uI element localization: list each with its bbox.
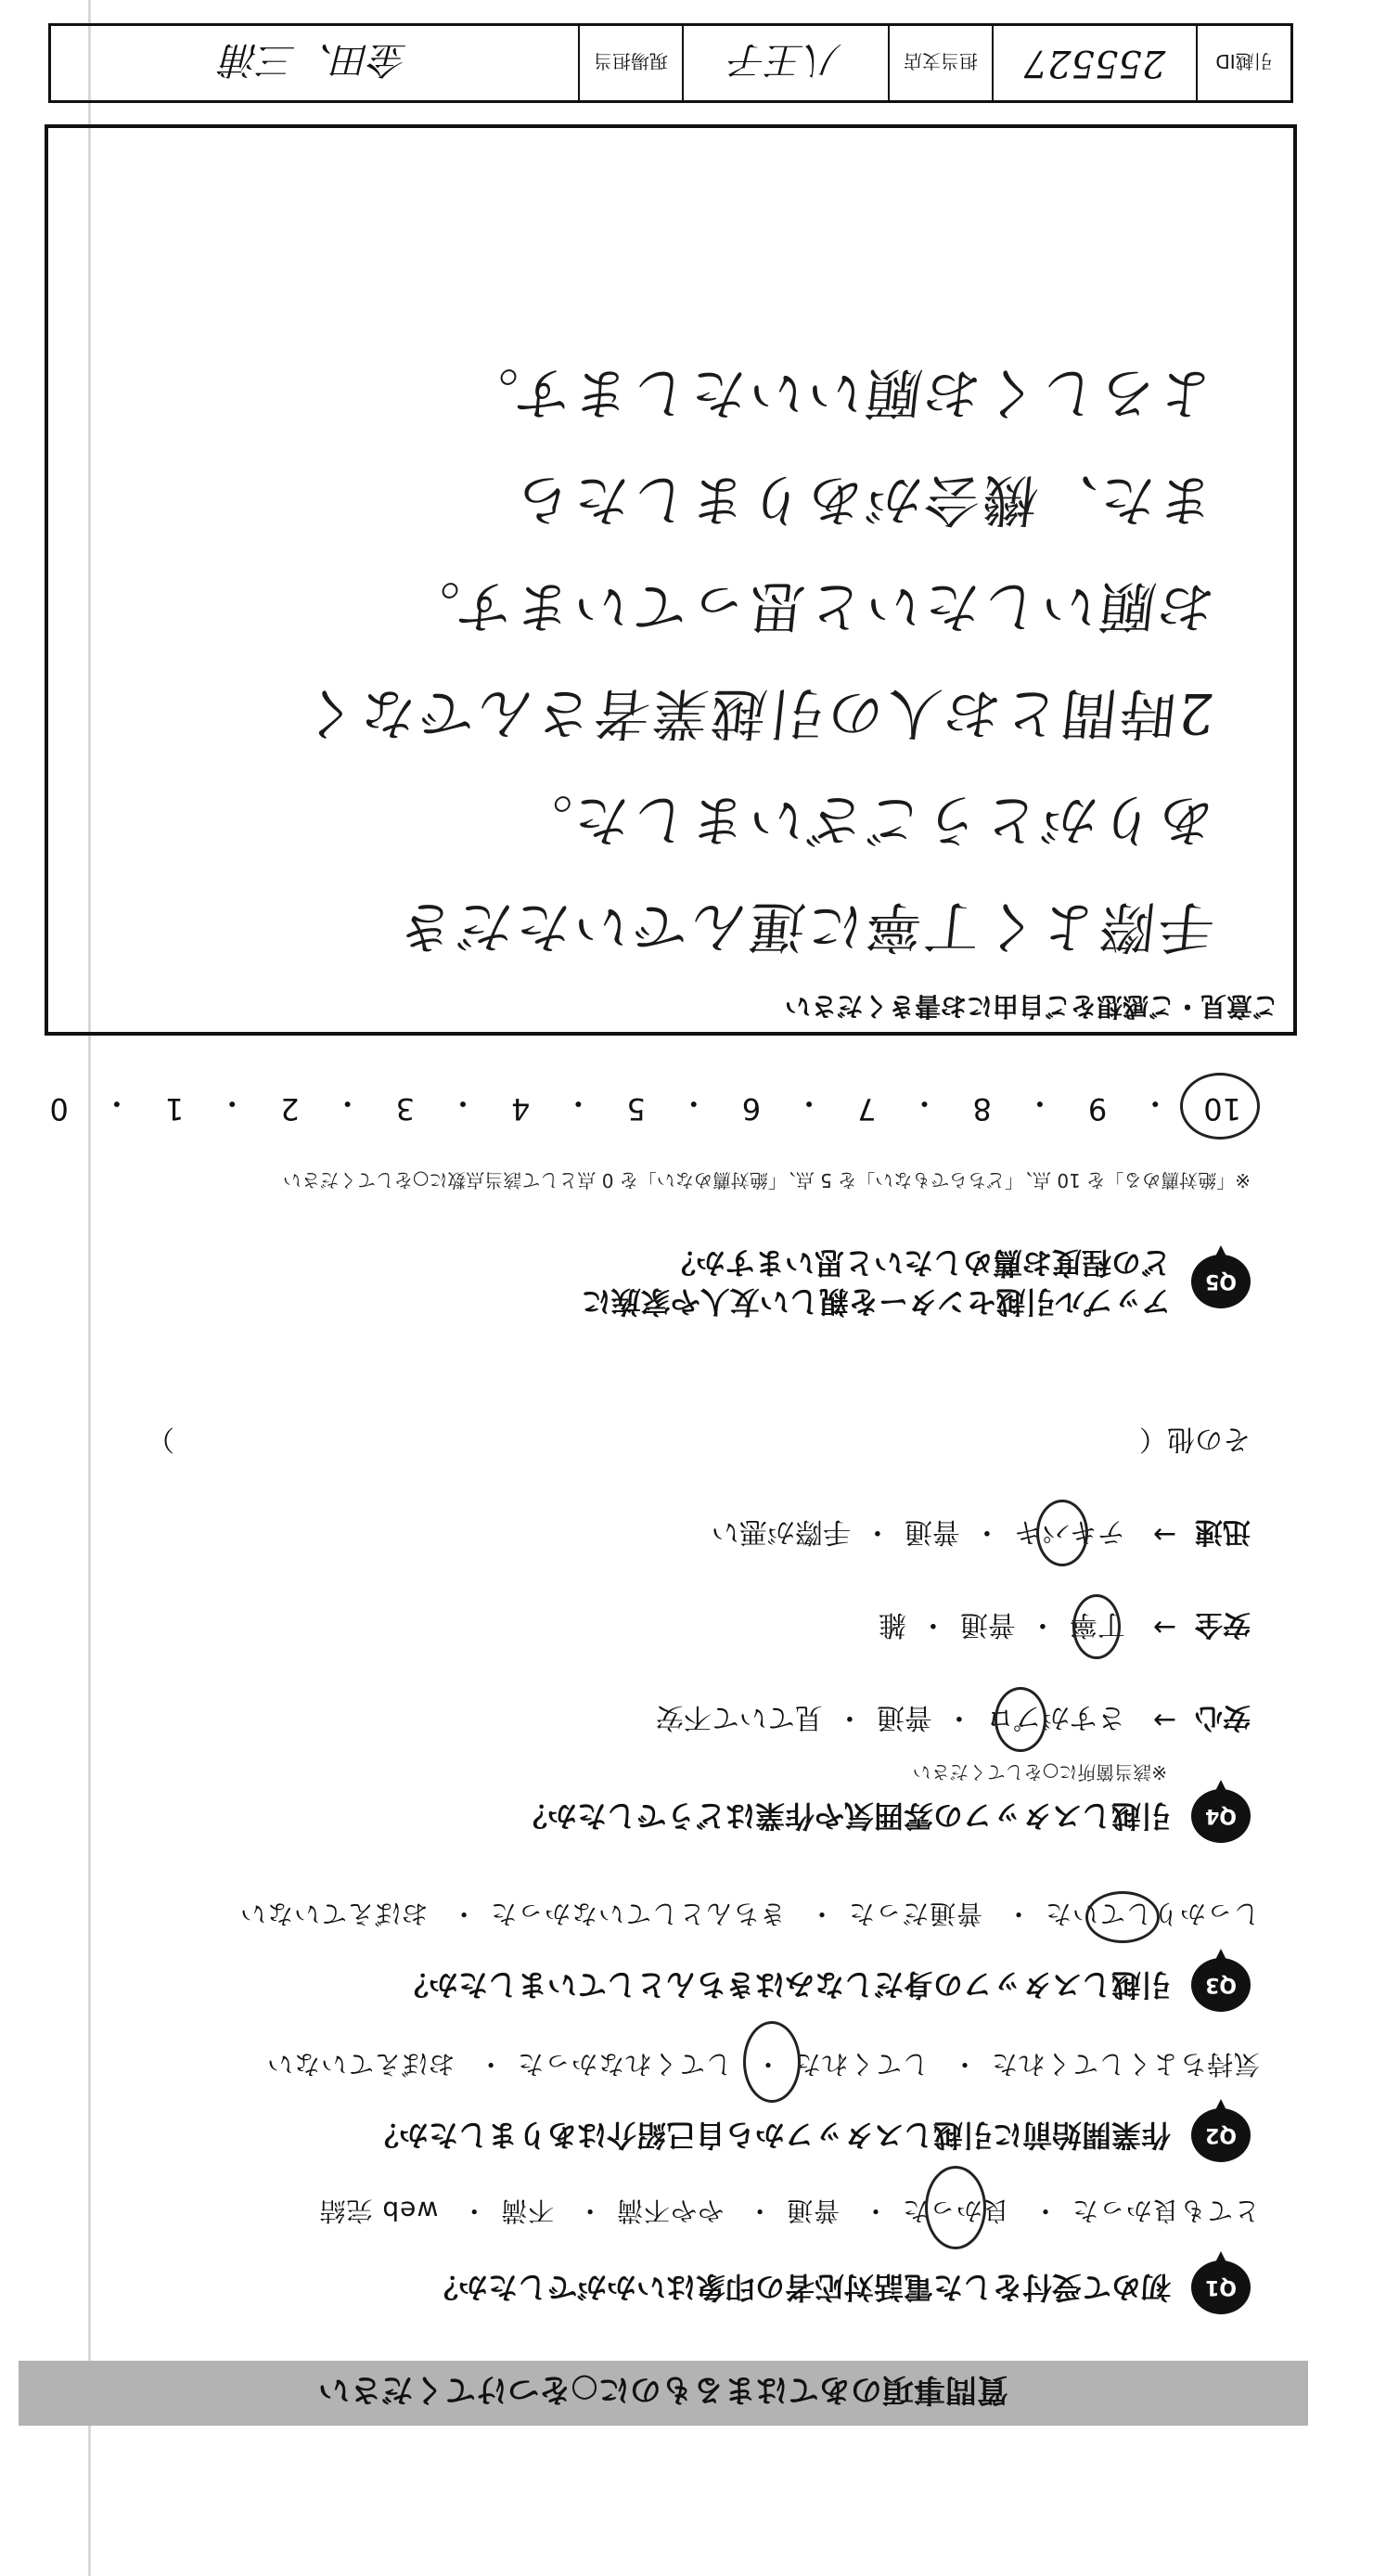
q3-badge: Q3 [1191,1958,1251,2012]
q4-row-anzen: 安全 → 丁寧 ・ 普通 ・ 雑 [879,1607,1251,1648]
q2-option-1[interactable]: 気持ちよくしてくれた [990,2049,1260,2080]
q1-selection-mark [925,2166,986,2249]
q4-row-1-option-2[interactable]: 普通 [876,1701,932,1733]
q5-text-line-2: どの程度お薦めしたいと思いますか？ [665,1245,1171,1281]
q2-option-2[interactable]: してくれた [794,2049,930,2080]
q5-score-5[interactable]: 5 [626,1091,646,1127]
q1-option-4[interactable]: やや不満 [616,2196,725,2226]
q5-text-line-1: アップル引越センターを親しい友人や家族に [581,1284,1171,1320]
q1-option-2[interactable]: 良かった [902,2196,1010,2226]
q3-option-4[interactable]: おぼえていない [239,1899,429,1929]
q2-option-4[interactable]: おぼえていない [266,2049,456,2080]
q5-score-6[interactable]: 6 [741,1091,762,1127]
q4-row-2-option-3[interactable]: 雑 [878,1608,906,1641]
q5-note: ※「絶対薦める」を 10 点、「どちらでもない」を 5 点、「絶対薦めない」を 0 点として該当点数に○をしてください [282,1169,1251,1191]
q5-score-3[interactable]: 3 [395,1091,416,1127]
q2-badge: Q2 [1191,2108,1251,2162]
q5-score-0[interactable]: 0 [49,1091,69,1127]
q4-row-1-selection-mark [995,1687,1046,1752]
q3-option-3[interactable]: きちんとしていなかった [490,1899,787,1929]
q5-score-4[interactable]: 4 [511,1091,531,1127]
q4-row-3-option-3[interactable]: 手際が悪い [711,1515,851,1548]
instructions-banner: 質問事項のあてはまるものに○をつけてください [19,2361,1308,2426]
q2-selection-mark [743,2021,801,2103]
arrow-icon: → [1152,1611,1176,1644]
question-2 [369,2108,1251,2162]
comments-title: ご意見・ご感想をご自由にお書きください [784,991,1278,1022]
question-5 [582,1243,1251,1321]
q2-option-3[interactable]: してくれなかった [517,2049,733,2080]
q5-scale: 10 ・ 9 ・ 8 ・ 7 ・ 6 ・ 5 ・ 4 ・ 3 ・ 2 ・ 1 ・ 0 [49,1086,1241,1127]
q5-score-8[interactable]: 8 [972,1091,992,1127]
q5-score-1[interactable]: 1 [164,1091,185,1127]
q4-row-jinsoku: 迅速 → テキパキ ・ 普通 ・ 手際が悪い [712,1514,1251,1555]
q4-row-3-selection-mark [1036,1500,1088,1566]
q3-option-2[interactable]: 普通だった [848,1899,983,1929]
q4-other-row [147,1422,1251,1462]
q4-row-3-option-1[interactable]: テキパキ [1013,1515,1125,1548]
q4-row-2-option-2[interactable]: 普通 [959,1608,1016,1641]
move-id-value: 255527 [992,26,1196,100]
q4-row-1-option-3[interactable]: 見ていて不安 [655,1701,823,1733]
comment-line-5: また、機会がありましたら [508,467,1218,532]
move-id-table [48,23,1293,103]
arrow-icon: → [1152,1704,1176,1737]
q5-score-2[interactable]: 2 [280,1091,300,1127]
question-3 [399,1958,1251,2012]
q4-row-anshin: 安心 → さすがプロ ・ 普通 ・ 見ていて不安 [656,1700,1251,1741]
q1-option-3[interactable]: 普通 [786,2196,841,2226]
q1-options: とても良かった・ 良かった・ 普通・ やや不満・ 不満・ web 完結 [319,2194,1261,2231]
q4-row-3-label: 迅速 [1195,1515,1251,1548]
arrow-icon: → [1152,1518,1176,1552]
q4-row-2-selection-mark [1072,1594,1121,1659]
comment-line-2: ありがとうございました。 [508,787,1218,852]
q3-text: 引越しスタッフの身だしなみはきちんとしていましたか？ [398,1967,1171,2003]
q1-badge: Q1 [1191,2260,1251,2314]
q4-badge: Q4 [1191,1789,1251,1843]
question-1 [429,2260,1251,2314]
comment-line-6: よろしくお願いいたします。 [455,360,1218,425]
q5-score-7[interactable]: 7 [857,1091,877,1127]
q3-options: しっかりしていた・ 普通だった・ きちんとしていなかった・ おぼえていない [239,1897,1260,1934]
q2-text: 作業開始前に引越しスタッフから自己紹介はありましたか？ [368,2118,1171,2153]
q4-row-1-option-1[interactable]: さすがプロ [985,1701,1125,1733]
branch-value: 八王子 [682,26,888,100]
q4-text: 引越しスタッフの雰囲気や作業はどうでしたか？ [517,1798,1171,1834]
q2-options: 気持ちよくしてくれた・ してくれた・ してくれなかった・ おぼえていない [266,2047,1260,2084]
q5-badge: Q5 [1191,1255,1251,1308]
q5-selection-mark [1180,1073,1260,1140]
site-leader-value: 金田、三浦 [222,38,407,82]
q4-other-label: その他（ [1139,1423,1251,1455]
q5-score-9[interactable]: 9 [1087,1091,1108,1127]
q1-option-1[interactable]: とても良かった [1071,2196,1260,2226]
q3-selection-mark [1085,1891,1160,1943]
branch-label: 担当支店 [888,26,992,100]
q5-score-10[interactable]: 10 [1203,1091,1241,1127]
q4-row-2-option-1[interactable]: 丁寧 [1069,1608,1125,1641]
q3-option-1[interactable]: しっかりしていた [1044,1899,1260,1929]
move-id-label: 引越ID [1196,26,1290,100]
q5-text-block [582,1243,1171,1321]
q4-row-3-option-2[interactable]: 普通 [904,1515,960,1548]
q1-text: 初めて受付をした電話対応者の印象はいかがでしたか？ [428,2270,1171,2305]
q4-note: ※該当箇所に○をしてください [912,1761,1167,1784]
comment-line-1: 手際よく丁寧に運んでいただき [391,894,1218,959]
q1-option-5[interactable]: 不満 [500,2196,555,2226]
comment-line-3: 2時間とお人の引越業者さんでなく [295,680,1218,745]
q4-other-close: ） [147,1423,174,1455]
q4-row-1-label: 安心 [1195,1701,1251,1733]
q4-row-2-label: 安全 [1195,1608,1251,1641]
q1-option-6[interactable]: web 完結 [318,2196,439,2226]
site-leader-label: 現場担当 [578,26,682,100]
comment-line-4: お願いしたいと思っています。 [396,573,1218,638]
question-4 [518,1789,1251,1843]
